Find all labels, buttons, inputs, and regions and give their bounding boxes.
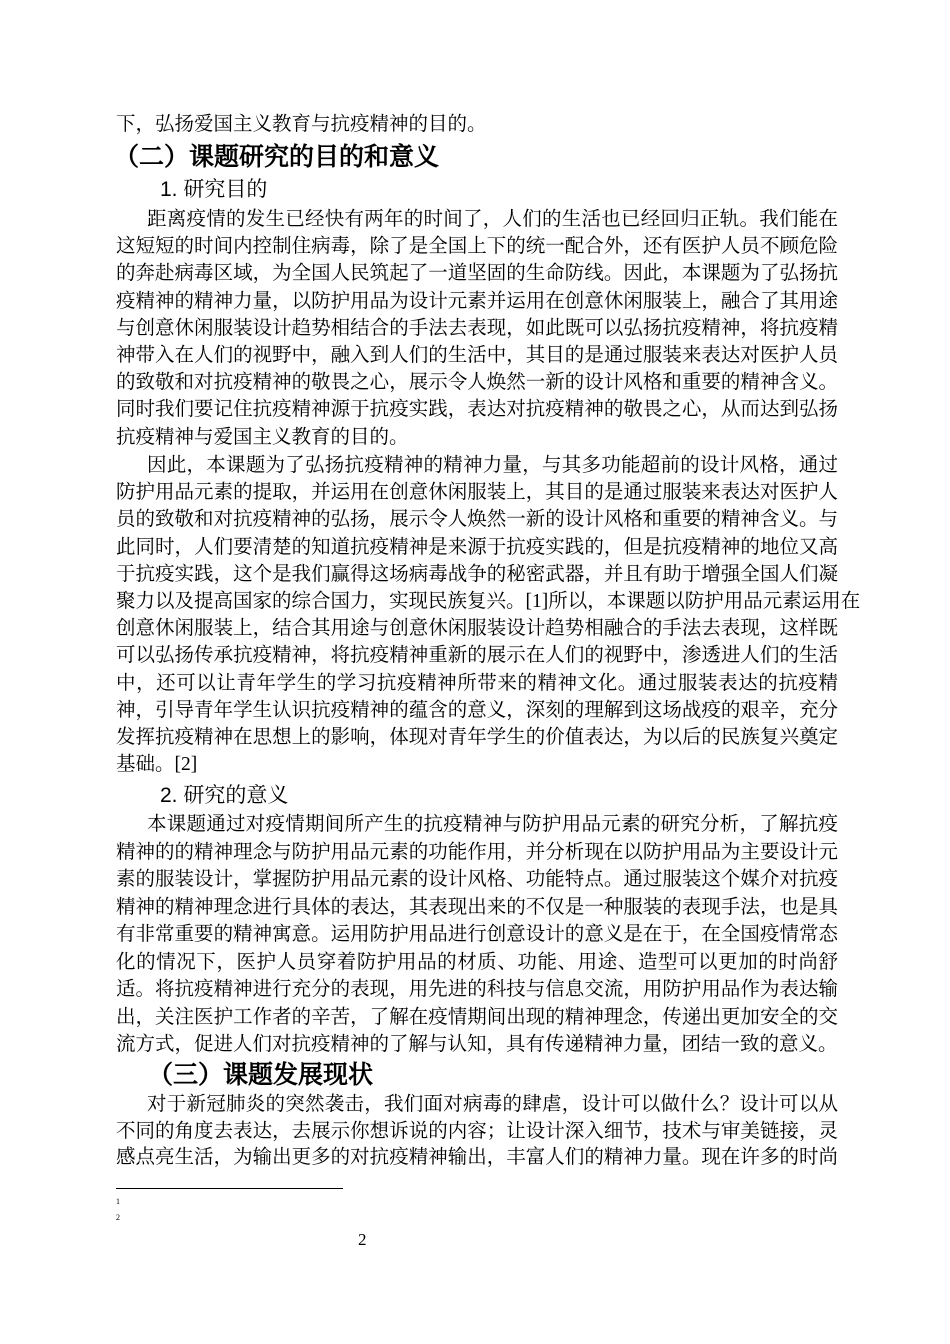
text-line: 化的情况下，医护人员穿着防护用品的材质、功能、用途、造型可以更加的时尚舒 <box>116 951 838 973</box>
text-line: 因此，本课题为了弘扬抗疫精神的精神力量，与其多功能超前的设计风格，通过 <box>147 455 838 476</box>
text-line: 不同的角度去表达，去展示你想诉说的内容；让设计深入细节，技术与审美链接，灵 <box>116 1120 838 1142</box>
text-line: 神，引导青年学生认识抗疫精神的蕴含的意义，深刻的理解到这场战疫的艰辛，充分 <box>116 699 838 721</box>
text-line: 对于新冠肺炎的突然袭击，我们面对病毒的肆虐，设计可以做什么？设计可以从 <box>147 1094 838 1115</box>
text-line: 中，还可以让青年学生的学习抗疫精神所带来的精神文化。通过服装表达的抗疫精 <box>116 672 838 694</box>
text-line: 流方式，促进人们对抗疫精神的了解与认知，具有传递精神力量，团结一致的意义。 <box>116 1034 838 1055</box>
text-line: 出，关注医护工作者的辛苦，了解在疫情期间出现的精神理念，传递出更加安全的交 <box>116 1006 838 1028</box>
text-line: 员的致敬和对抗疫精神的弘扬，展示令人焕然一新的设计风格和重要的精神含义。与 <box>116 509 838 531</box>
text-line: 感点亮生活，为输出更多的对抗疫精神输出，丰富人们的精神力量。现在许多的时尚 <box>116 1147 838 1169</box>
subheading-research-significance: 2. 研究的意义 <box>160 784 289 807</box>
text-line: 精神的精神理念进行具体的表达，其表现出来的不仅是一种服装的表现手法，也是具 <box>116 896 838 918</box>
text-line: 此同时，人们要清楚的知道抗疫精神是来源于抗疫实践的，但是抗疫精神的地位又高 <box>116 536 838 558</box>
section-heading-development-status: （三）课题发展现状 <box>148 1061 374 1089</box>
paragraph-research-purpose-1 <box>116 206 838 451</box>
text-line: 适。将抗疫精神进行充分的表现，用先进的科技与信息交流，用防护用品作为表达输 <box>116 979 838 1000</box>
paragraph-development-status <box>116 1092 838 1172</box>
text-line: 疫精神的精神力量，以防护用品为设计元素并运用在创意休闲服装上，融合了其用途 <box>116 290 838 312</box>
text-line: 的致敬和对抗疫精神的敬畏之心，展示令人焕然一新的设计风格和重要的精神含义。 <box>116 372 838 394</box>
footnote-2: 2 <box>116 1213 120 1222</box>
text-line: 精神的的精神理念与防护用品元素的功能作用，并分析现在以防护用品为主要设计元 <box>116 841 838 863</box>
text-line: 创意休闲服装上，结合其用途与创意休闲服装设计趋势相融合的手法去表现，这样既 <box>116 618 838 640</box>
text-line: 的奔赴病毒区域，为全国人民筑起了一道坚固的生命防线。因此，本课题为了弘扬抗 <box>116 263 838 285</box>
text-line: 素的服装设计，掌握防护用品元素的设计风格、功能特点。通过服装这个媒介对抗疫 <box>116 869 838 890</box>
footnote-1: 1 <box>116 1197 120 1206</box>
text-line: 防护用品元素的提取，并运用在创意休闲服装上，其目的是通过服装来表达对医护人 <box>116 482 838 504</box>
paragraph-research-purpose-2 <box>116 452 861 778</box>
carry-over-text <box>116 111 838 138</box>
footnote-separator <box>116 1188 343 1189</box>
text-line: 聚力以及提高国家的综合国力，实现民族复兴。[1]所以，本课题以防护用品元素运用在 <box>116 590 861 612</box>
subheading-research-purpose: 1. 研究目的 <box>160 178 268 201</box>
text-line: 抗疫精神与爱国主义教育的目的。 <box>116 426 409 448</box>
text-line: 本课题通过对疫情期间所产生的抗疫精神与防护用品元素的研究分析，了解抗疫 <box>147 814 838 835</box>
text-line: 同时我们要记住抗疫精神源于抗疫实践，表达对抗疫精神的敬畏之心，从而达到弘扬 <box>116 399 838 421</box>
section-heading-purpose-significance: （二）课题研究的目的和意义 <box>114 143 440 171</box>
text-line: 神带入在人们的视野中，融入到人们的生活中，其目的是通过服装来表达对医护人员 <box>116 344 838 366</box>
text-line: 下，弘扬爱国主义教育与抗疫精神的目的。 <box>116 114 487 135</box>
text-line: 可以弘扬传承抗疫精神，将抗疫精神重新的展示在人们的视野中，渗透进人们的生活 <box>116 645 838 667</box>
page-number: 2 <box>358 1230 367 1249</box>
text-line: 这短短的时间内控制住病毒，除了是全国上下的统一配合外，还有医护人员不顾危险 <box>116 236 838 258</box>
paragraph-research-significance <box>116 811 838 1059</box>
text-line: 基础。[2] <box>116 754 198 776</box>
text-line: 有非常重要的精神寓意。运用防护用品进行创意设计的意义是在于，在全国疫情常态 <box>116 924 838 945</box>
text-line: 于抗疫实践，这个是我们赢得这场病毒战争的秘密武器，并且有助于增强全国人们凝 <box>116 563 838 585</box>
text-line: 距离疫情的发生已经快有两年的时间了，人们的生活也已经回归正轨。我们能在 <box>147 209 838 230</box>
text-line: 发挥抗疫精神在思想上的影响，体现对青年学生的价值表达，为以后的民族复兴奠定 <box>116 726 838 748</box>
text-line: 与创意休闲服装设计趋势相结合的手法去表现，如此既可以弘扬抗疫精神，将抗疫精 <box>116 317 838 339</box>
